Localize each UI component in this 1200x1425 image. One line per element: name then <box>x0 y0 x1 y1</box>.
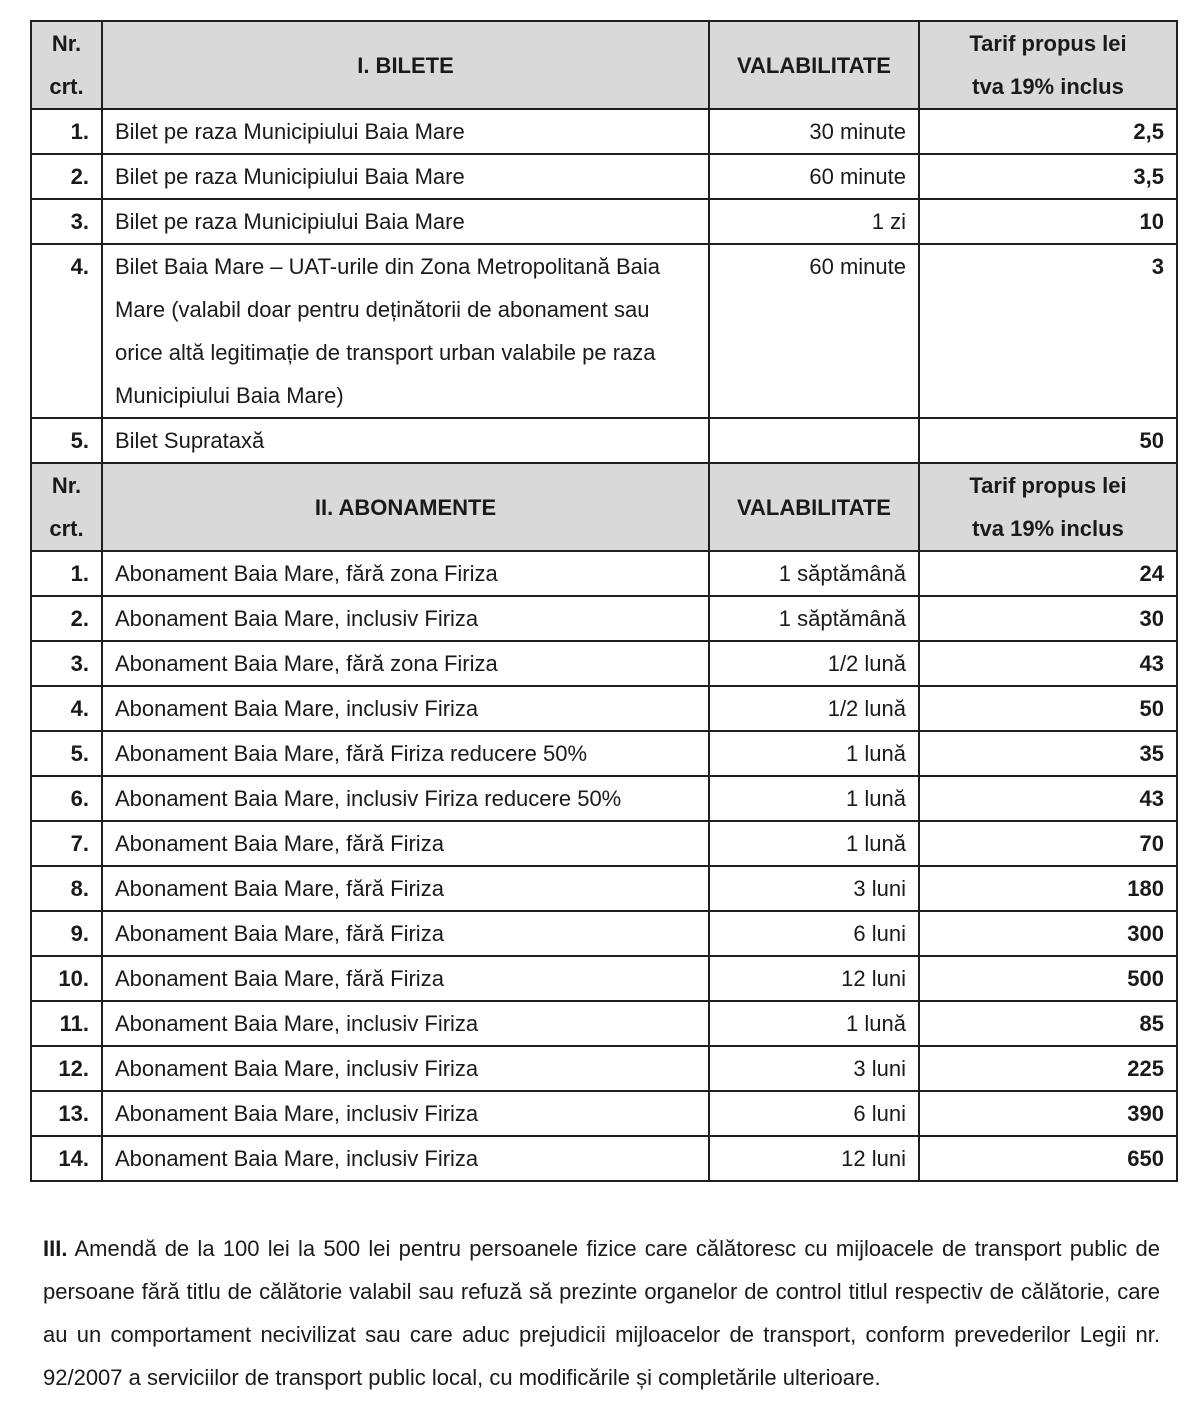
row-number: 10. <box>31 956 102 1001</box>
row-validity: 12 luni <box>709 956 919 1001</box>
row-description: Abonament Baia Mare, inclusiv Firiza reducere 50% <box>102 776 709 821</box>
table-row <box>31 109 1177 154</box>
table-row <box>31 641 1177 686</box>
note-label: III. <box>43 1236 68 1261</box>
row-price: 500 <box>919 956 1177 1001</box>
table-row <box>31 244 1177 418</box>
row-description: Abonament Baia Mare, inclusiv Firiza <box>102 1091 709 1136</box>
table-row <box>31 686 1177 731</box>
row-price: 300 <box>919 911 1177 956</box>
row-description: Abonament Baia Mare, inclusiv Firiza <box>102 1046 709 1091</box>
table-row <box>31 911 1177 956</box>
row-number: 9. <box>31 911 102 956</box>
row-price: 50 <box>919 686 1177 731</box>
header-bilete-title: I. BILETE <box>102 21 709 109</box>
table-row <box>31 866 1177 911</box>
row-validity: 1/2 lună <box>709 686 919 731</box>
row-number: 3. <box>31 199 102 244</box>
row-number: 11. <box>31 1001 102 1046</box>
row-price: 180 <box>919 866 1177 911</box>
table-row <box>31 596 1177 641</box>
tariff-document <box>30 20 1176 1182</box>
row-description: Abonament Baia Mare, fără zona Firiza <box>102 551 709 596</box>
row-validity: 3 luni <box>709 1046 919 1091</box>
row-price: 70 <box>919 821 1177 866</box>
row-number: 5. <box>31 731 102 776</box>
abonamente-section <box>31 463 1177 1181</box>
row-validity: 1 zi <box>709 199 919 244</box>
row-price: 85 <box>919 1001 1177 1046</box>
table-row <box>31 1091 1177 1136</box>
row-description: Bilet Suprataxă <box>102 418 709 463</box>
row-price: 35 <box>919 731 1177 776</box>
row-validity: 1 lună <box>709 776 919 821</box>
row-number: 12. <box>31 1046 102 1091</box>
row-description: Bilet pe raza Municipiului Baia Mare <box>102 109 709 154</box>
row-description: Abonament Baia Mare, fără Firiza reducere 50% <box>102 731 709 776</box>
row-number: 3. <box>31 641 102 686</box>
row-price: 30 <box>919 596 1177 641</box>
row-validity <box>709 418 919 463</box>
row-validity: 1/2 lună <box>709 641 919 686</box>
table-row <box>31 199 1177 244</box>
row-number: 5. <box>31 418 102 463</box>
row-description: Bilet pe raza Municipiului Baia Mare <box>102 199 709 244</box>
abonamente-header-row <box>31 463 1177 551</box>
table-row <box>31 418 1177 463</box>
row-number: 2. <box>31 154 102 199</box>
row-description: Abonament Baia Mare, fără zona Firiza <box>102 641 709 686</box>
row-price: 3 <box>919 244 1177 418</box>
row-validity: 60 minute <box>709 154 919 199</box>
row-description: Bilet pe raza Municipiului Baia Mare <box>102 154 709 199</box>
row-description: Abonament Baia Mare, fără Firiza <box>102 911 709 956</box>
row-validity: 6 luni <box>709 911 919 956</box>
bilete-header-row <box>31 21 1177 109</box>
row-description: Abonament Baia Mare, inclusiv Firiza <box>102 596 709 641</box>
row-validity: 60 minute <box>709 244 919 418</box>
row-description: Abonament Baia Mare, fără Firiza <box>102 866 709 911</box>
bilete-section <box>31 21 1177 463</box>
row-number: 6. <box>31 776 102 821</box>
header-valabilitate: VALABILITATE <box>709 463 919 551</box>
row-number: 1. <box>31 551 102 596</box>
table-row <box>31 551 1177 596</box>
table-row <box>31 956 1177 1001</box>
row-validity: 1 lună <box>709 731 919 776</box>
row-validity: 6 luni <box>709 1091 919 1136</box>
row-validity: 3 luni <box>709 866 919 911</box>
row-description: Abonament Baia Mare, fără Firiza <box>102 956 709 1001</box>
table-row <box>31 776 1177 821</box>
note-text: Amendă de la 100 lei la 500 lei pentru persoanele fizice care călătoresc cu mijloacele de transport public de persoane fără titlu de călătorie valabil sau refuză să prezinte organelor de control titlul respectiv de călătorie, care au un comportament necivilizat sau care aduc prejudicii mijloacelor de transport, conform prevederilor Legii nr. 92/2007 a serviciilor de transport public local, cu modificările și completările ulterioare. <box>43 1236 1160 1390</box>
row-price: 390 <box>919 1091 1177 1136</box>
row-validity: 30 minute <box>709 109 919 154</box>
row-validity: 1 lună <box>709 1001 919 1046</box>
fine-note-paragraph <box>43 1227 1160 1399</box>
table-row <box>31 1136 1177 1181</box>
table-row <box>31 731 1177 776</box>
row-description: Abonament Baia Mare, inclusiv Firiza <box>102 1136 709 1181</box>
row-validity: 12 luni <box>709 1136 919 1181</box>
row-price: 43 <box>919 641 1177 686</box>
row-price: 2,5 <box>919 109 1177 154</box>
row-number: 1. <box>31 109 102 154</box>
row-number: 2. <box>31 596 102 641</box>
row-price: 650 <box>919 1136 1177 1181</box>
row-number: 13. <box>31 1091 102 1136</box>
row-number: 14. <box>31 1136 102 1181</box>
row-description: Abonament Baia Mare, inclusiv Firiza <box>102 1001 709 1046</box>
header-nr: Nr. crt. <box>31 463 102 551</box>
row-price: 225 <box>919 1046 1177 1091</box>
row-price: 24 <box>919 551 1177 596</box>
row-price: 50 <box>919 418 1177 463</box>
row-price: 3,5 <box>919 154 1177 199</box>
row-number: 8. <box>31 866 102 911</box>
row-price: 10 <box>919 199 1177 244</box>
row-price: 43 <box>919 776 1177 821</box>
table-row <box>31 1046 1177 1091</box>
header-abonamente-title: II. ABONAMENTE <box>102 463 709 551</box>
header-tarif: Tarif propus lei tva 19% inclus <box>919 463 1177 551</box>
row-number: 7. <box>31 821 102 866</box>
row-description: Bilet Baia Mare – UAT-urile din Zona Metropolitană Baia Mare (valabil doar pentru deținătorii de abonament sau orice altă legitimație de transport urban valabile pe raza Municipiului Baia Mare) <box>102 244 709 418</box>
row-number: 4. <box>31 244 102 418</box>
header-valabilitate: VALABILITATE <box>709 21 919 109</box>
row-number: 4. <box>31 686 102 731</box>
row-validity: 1 săptămână <box>709 596 919 641</box>
row-validity: 1 lună <box>709 821 919 866</box>
header-tarif: Tarif propus lei tva 19% inclus <box>919 21 1177 109</box>
table-row <box>31 1001 1177 1046</box>
tariff-table <box>30 20 1178 1182</box>
row-description: Abonament Baia Mare, inclusiv Firiza <box>102 686 709 731</box>
table-row <box>31 821 1177 866</box>
row-validity: 1 săptămână <box>709 551 919 596</box>
header-nr: Nr. crt. <box>31 21 102 109</box>
row-description: Abonament Baia Mare, fără Firiza <box>102 821 709 866</box>
table-row <box>31 154 1177 199</box>
